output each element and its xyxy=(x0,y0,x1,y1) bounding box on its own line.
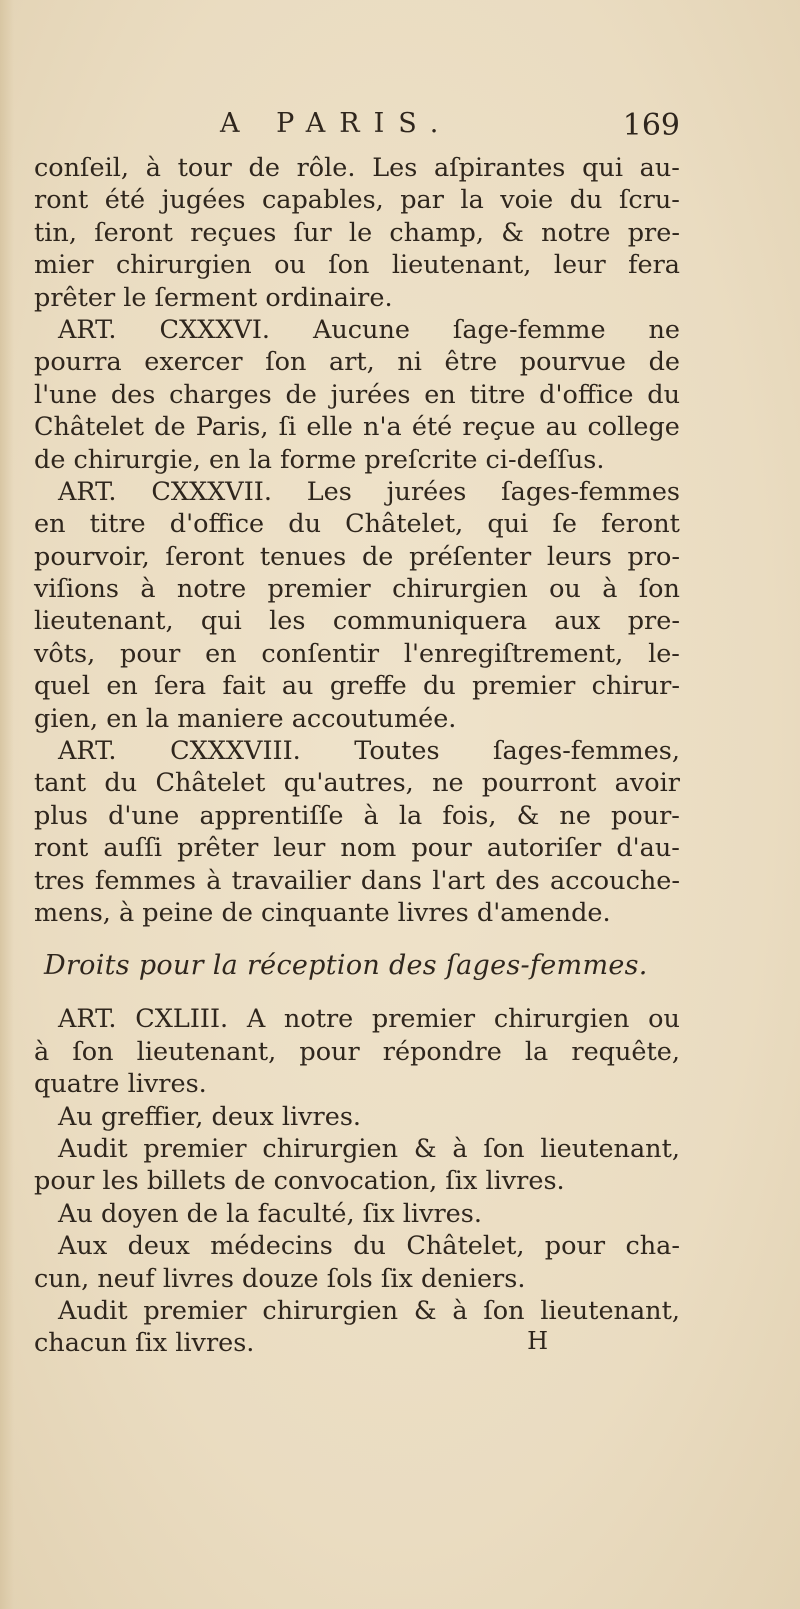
word: ſon xyxy=(483,1133,525,1164)
word: des xyxy=(495,865,540,896)
word: ſon xyxy=(72,1036,114,1067)
word: Châtelet, xyxy=(345,509,464,540)
word: jurées xyxy=(330,379,411,410)
word: premier xyxy=(472,671,576,702)
word: prêter xyxy=(177,833,259,864)
word: d'au- xyxy=(616,833,680,864)
word: ſera xyxy=(154,671,207,702)
word: A xyxy=(246,1004,266,1035)
word: rôle. xyxy=(296,153,356,183)
fee-chirurgien-lieutenant xyxy=(34,1295,680,1360)
word: pourra xyxy=(34,347,122,378)
word: pre- xyxy=(627,217,680,248)
word: lieutenant, xyxy=(540,1133,680,1164)
word: ſe xyxy=(552,509,577,540)
word: qui xyxy=(200,606,242,637)
word: ſage-femme xyxy=(452,314,606,345)
word: au xyxy=(281,671,314,702)
word: la xyxy=(460,185,484,216)
word: à xyxy=(602,574,618,605)
word: ſon xyxy=(483,1295,525,1326)
word: premier xyxy=(143,1295,247,1326)
word: ſon xyxy=(265,347,307,378)
word: l'art xyxy=(432,865,486,896)
text-line xyxy=(34,1263,680,1295)
word: art, xyxy=(329,347,375,378)
page-text-block xyxy=(34,108,680,1360)
text-line xyxy=(34,832,680,864)
word: ne xyxy=(432,768,464,799)
word: répondre xyxy=(382,1036,502,1067)
word: l'une xyxy=(34,379,98,410)
text-line xyxy=(34,508,680,540)
word: femmes xyxy=(94,865,196,896)
word: chirurgien xyxy=(262,1133,399,1164)
word: été xyxy=(104,185,146,216)
word: de xyxy=(248,153,280,183)
word: tenues xyxy=(259,541,347,572)
word: été xyxy=(411,412,453,443)
word: lieutenant, xyxy=(136,1036,277,1067)
text-line xyxy=(34,1165,680,1197)
word: tres xyxy=(34,865,85,896)
word: Châtelet, xyxy=(406,1231,525,1262)
word: pour xyxy=(411,833,472,864)
word: CXXXVI. xyxy=(159,314,271,345)
word: notre xyxy=(283,1004,354,1035)
word: college xyxy=(587,412,680,443)
word: titre xyxy=(89,509,146,540)
word: l'enregiſtrement, xyxy=(403,638,624,669)
word: accouche- xyxy=(550,865,680,896)
word: communiquera xyxy=(332,606,528,637)
text-line xyxy=(34,1327,680,1359)
word: reçues xyxy=(190,217,277,248)
line-text: quatre livres. xyxy=(34,1069,207,1100)
word: lieutenant, xyxy=(34,606,174,637)
running-head xyxy=(34,108,680,152)
word: champ, xyxy=(389,217,484,248)
text-line xyxy=(34,476,680,508)
text-line xyxy=(34,767,680,799)
word: du xyxy=(288,509,322,540)
word: notre xyxy=(541,217,611,248)
fee-medecins xyxy=(34,1230,680,1295)
word: ou xyxy=(274,250,306,281)
word: en xyxy=(205,638,237,669)
text-line xyxy=(34,638,680,670)
word: jurées xyxy=(386,476,467,507)
word: mier xyxy=(34,250,94,281)
word: titre xyxy=(469,379,526,410)
word: le xyxy=(348,217,373,248)
word: elle xyxy=(306,412,353,443)
word: qu'autres, xyxy=(283,768,414,799)
word: & xyxy=(413,1295,437,1326)
word: ront xyxy=(34,833,89,864)
word: ſcru- xyxy=(618,185,680,216)
word: capables, xyxy=(261,185,384,216)
word: pro- xyxy=(627,541,680,572)
word: pourvue xyxy=(519,347,626,378)
word: premier xyxy=(143,1133,247,1164)
word: à xyxy=(452,1295,468,1326)
word: à xyxy=(140,574,156,605)
line-text: mens, à peine de cinquante livres d'amende. xyxy=(34,897,611,928)
line-text: Au greffier, deux livres. xyxy=(58,1101,362,1132)
word: ART. xyxy=(58,736,117,767)
word: voie xyxy=(500,185,554,216)
word: deux xyxy=(127,1231,190,1262)
word: leur xyxy=(273,833,326,864)
word: pour xyxy=(120,638,181,669)
word: d'office xyxy=(539,379,634,410)
word: tin, xyxy=(34,217,77,248)
word: pour- xyxy=(611,800,680,831)
word: tant xyxy=(34,768,87,799)
word: nom xyxy=(340,833,397,864)
text-line xyxy=(34,1295,680,1327)
page-gutter-shadow xyxy=(0,0,14,1609)
text-line xyxy=(34,1230,680,1262)
article-138 xyxy=(34,735,680,929)
text-line xyxy=(34,314,680,346)
text-line xyxy=(34,444,680,476)
word: dans xyxy=(360,865,422,896)
text-line xyxy=(34,1101,680,1133)
word: ront xyxy=(34,185,89,216)
word: du xyxy=(423,671,456,702)
article-143 xyxy=(34,1003,680,1100)
text-line xyxy=(34,1133,680,1165)
word: chirurgien xyxy=(116,250,252,281)
word: viſions xyxy=(34,574,120,605)
word: Les xyxy=(372,153,418,183)
word: ART. xyxy=(58,476,117,507)
word: travailier xyxy=(231,865,351,896)
text-line xyxy=(34,1198,680,1230)
word: les xyxy=(269,606,306,637)
word: reçue xyxy=(462,412,536,443)
text-line xyxy=(34,184,680,216)
line-text: de chirurgie, en la forme preſcrite ci-deſſus. xyxy=(34,444,605,475)
line-text: gien, en la maniere accoutumée. xyxy=(34,703,457,734)
word: qui xyxy=(487,509,529,540)
text-line xyxy=(34,1003,680,1035)
word: ſeront xyxy=(94,217,173,248)
word: conſeil, xyxy=(34,153,130,183)
word: ne xyxy=(559,800,591,831)
word: feront xyxy=(601,509,680,540)
word: à xyxy=(452,1133,468,1164)
word: des xyxy=(110,379,156,410)
word: pour xyxy=(299,1036,360,1067)
word: Aux xyxy=(58,1231,108,1262)
word: premier xyxy=(267,574,371,605)
word: Les xyxy=(306,476,352,507)
word: préſenter xyxy=(409,541,532,572)
word: à xyxy=(363,800,379,831)
word: CXXXVII. xyxy=(151,476,272,507)
word: en xyxy=(424,379,456,410)
word: pourront xyxy=(481,768,597,799)
word: apprentiſſe xyxy=(199,800,344,831)
article-137 xyxy=(34,476,680,735)
word: tour xyxy=(177,153,232,183)
word: de xyxy=(285,379,317,410)
fee-greffier xyxy=(34,1101,680,1133)
word: du xyxy=(569,185,603,216)
word: chirurgien xyxy=(493,1004,630,1035)
text-line xyxy=(34,735,680,767)
word: fera xyxy=(628,250,680,281)
section-heading: Droits pour la réception des ſages-femmes. xyxy=(44,950,648,982)
word: Audit xyxy=(58,1133,128,1164)
fee-convocation xyxy=(34,1133,680,1198)
word: du xyxy=(647,379,680,410)
word: CXLIII. xyxy=(135,1004,229,1035)
word: de xyxy=(154,412,186,443)
text-line xyxy=(34,411,680,443)
word: greffe xyxy=(329,671,407,702)
word: fois, xyxy=(442,800,497,831)
page-number: 169 xyxy=(622,108,680,143)
word: d'office xyxy=(169,509,265,540)
text-line xyxy=(34,897,680,929)
text-line xyxy=(34,800,680,832)
word: de xyxy=(361,541,394,572)
text-line xyxy=(34,346,680,378)
word: Châtelet xyxy=(34,412,144,443)
word: ſeront xyxy=(165,541,245,572)
word: Châtelet xyxy=(155,768,266,799)
text-line xyxy=(34,217,680,249)
paragraph-continuation xyxy=(34,152,680,314)
word: aux xyxy=(554,606,601,637)
word: fait xyxy=(222,671,266,702)
running-title: A PARIS. xyxy=(220,108,453,139)
word: Aucune xyxy=(312,314,410,345)
word: ſi xyxy=(278,412,297,443)
word: avoir xyxy=(614,768,680,799)
word: & xyxy=(413,1133,437,1164)
word: par xyxy=(400,185,444,216)
line-text: chacun ſix livres. xyxy=(34,1328,255,1359)
word: en xyxy=(34,509,66,540)
word: ART. xyxy=(58,314,117,345)
word: plus xyxy=(34,800,88,831)
word: pourvoir, xyxy=(34,541,150,572)
word: jugées xyxy=(161,185,246,216)
word: & xyxy=(516,800,540,831)
word: le- xyxy=(648,638,680,669)
line-text: prêter le ſerment ordinaire. xyxy=(34,282,393,313)
word: de xyxy=(648,347,680,378)
word: au- xyxy=(639,153,680,183)
word: à xyxy=(34,1036,50,1067)
word: notre xyxy=(176,574,247,605)
word: ſon xyxy=(638,574,680,605)
word: aſpirantes xyxy=(434,153,566,183)
word: autoriſer xyxy=(486,833,602,864)
text-line xyxy=(34,1068,680,1100)
word: vôts, xyxy=(34,638,96,669)
word: qui xyxy=(582,153,623,183)
text-line xyxy=(34,152,680,184)
word: la xyxy=(398,800,423,831)
catchword: H xyxy=(527,1326,548,1355)
word: charges xyxy=(169,379,272,410)
word: Toutes xyxy=(354,736,440,767)
word: ni xyxy=(397,347,422,378)
text-line xyxy=(34,282,680,314)
word: à xyxy=(145,153,161,183)
word: premier xyxy=(371,1004,476,1035)
word: ne xyxy=(648,314,680,345)
word: leur xyxy=(553,250,606,281)
text-line xyxy=(34,703,680,735)
word: chirur- xyxy=(591,671,680,702)
line-text: cun, neuf livres douze ſols ſix deniers. xyxy=(34,1263,526,1294)
word: cha- xyxy=(625,1231,680,1262)
word: ou xyxy=(549,574,581,605)
word: ſon xyxy=(328,250,370,281)
word: en xyxy=(106,671,138,702)
line-text: pour les billets de convocation, ſix livres. xyxy=(34,1166,565,1197)
word: n'a xyxy=(363,412,402,443)
word: lieutenant, xyxy=(391,250,532,281)
word: & xyxy=(501,217,524,248)
text-line xyxy=(34,1036,680,1068)
text-line xyxy=(34,541,680,573)
word: chirurgien xyxy=(262,1295,399,1326)
word: la xyxy=(524,1036,549,1067)
text-line xyxy=(34,605,680,637)
word: au xyxy=(545,412,578,443)
word: du xyxy=(104,768,138,799)
word: Audit xyxy=(58,1295,128,1326)
word: ART. xyxy=(58,1004,117,1035)
word: pour xyxy=(544,1231,606,1262)
word: lieutenant, xyxy=(540,1295,680,1326)
article-136 xyxy=(34,314,680,476)
word: médecins xyxy=(210,1231,333,1262)
line-text: Au doyen de la faculté, ſix livres. xyxy=(58,1198,482,1229)
text-line xyxy=(34,865,680,897)
word: leurs xyxy=(546,541,612,572)
word: auſſi xyxy=(103,833,163,864)
word: requête, xyxy=(571,1036,680,1067)
word: ſages-femmes, xyxy=(493,736,680,767)
fee-doyen xyxy=(34,1198,680,1230)
word: du xyxy=(353,1231,386,1262)
word: ſages-femmes xyxy=(501,476,680,507)
text-line xyxy=(34,670,680,702)
word: exercer xyxy=(144,347,243,378)
text-line xyxy=(34,573,680,605)
text-line xyxy=(34,249,680,281)
word: ſur xyxy=(293,217,332,248)
word: Paris, xyxy=(195,412,269,443)
text-line xyxy=(34,379,680,411)
word: à xyxy=(206,865,222,896)
word: ou xyxy=(648,1004,680,1035)
word: conſentir xyxy=(261,638,380,669)
word: quel xyxy=(34,671,90,702)
word: CXXXVIII. xyxy=(170,736,301,767)
word: d'une xyxy=(108,800,180,831)
word: être xyxy=(444,347,498,378)
word: chirurgien xyxy=(392,574,528,605)
word: pre- xyxy=(627,606,680,637)
